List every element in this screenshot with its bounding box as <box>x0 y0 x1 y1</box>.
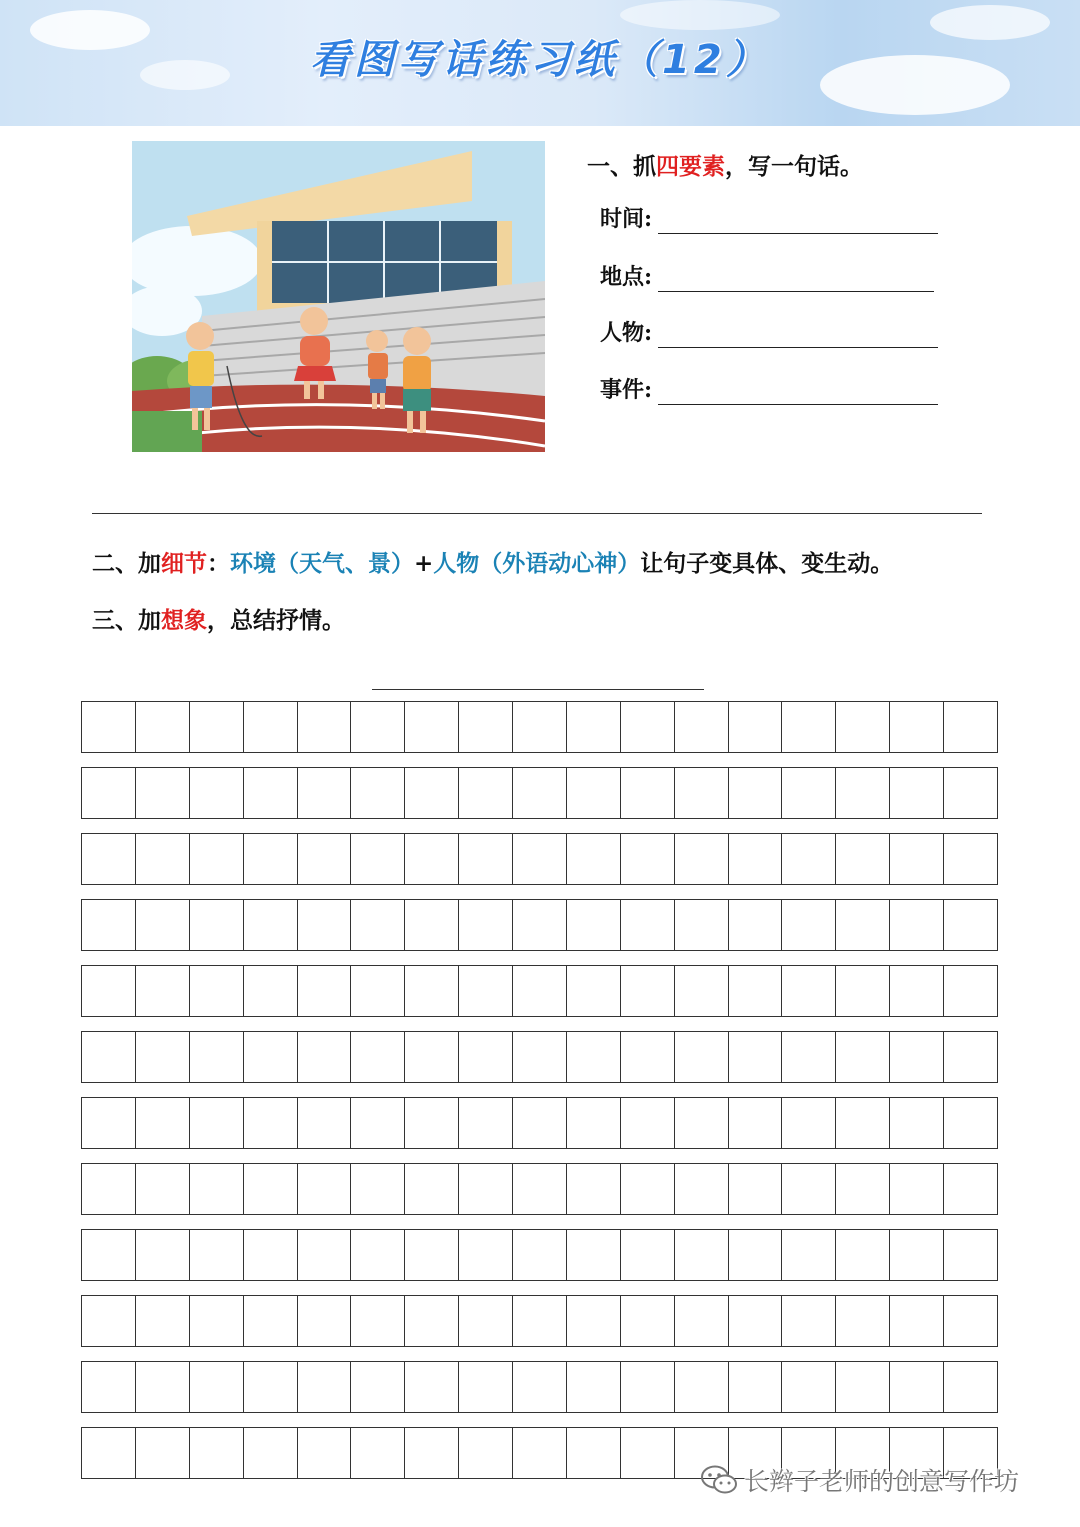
grid-cell[interactable] <box>782 1230 836 1280</box>
grid-row <box>81 833 998 885</box>
grid-cell[interactable] <box>836 1098 890 1148</box>
grid-row <box>81 1097 998 1149</box>
grid-cell[interactable] <box>567 702 621 752</box>
grid-cell[interactable] <box>82 1362 136 1412</box>
grid-cell[interactable] <box>405 1164 459 1214</box>
grid-cell[interactable] <box>351 966 405 1016</box>
grid-cell[interactable] <box>782 1296 836 1346</box>
grid-cell[interactable] <box>82 834 136 884</box>
grid-cell[interactable] <box>567 834 621 884</box>
writing-grid[interactable] <box>81 701 998 1493</box>
grid-cell[interactable] <box>459 768 513 818</box>
grid-cell[interactable] <box>836 1164 890 1214</box>
grid-cell[interactable] <box>782 966 836 1016</box>
grid-cell[interactable] <box>136 702 190 752</box>
grid-cell[interactable] <box>459 1032 513 1082</box>
grid-cell[interactable] <box>729 1296 783 1346</box>
grid-cell[interactable] <box>351 834 405 884</box>
section-three-prefix: 三、加 <box>92 607 161 634</box>
grid-cell[interactable] <box>405 1296 459 1346</box>
grid-cell[interactable] <box>621 1230 675 1280</box>
grid-cell[interactable] <box>729 834 783 884</box>
grid-cell[interactable] <box>82 1428 136 1478</box>
grid-cell[interactable] <box>82 1296 136 1346</box>
grid-row <box>81 701 998 753</box>
grid-cell[interactable] <box>351 900 405 950</box>
grid-cell[interactable] <box>836 768 890 818</box>
grid-row <box>81 1295 998 1347</box>
grid-cell[interactable] <box>675 1164 729 1214</box>
grid-cell[interactable] <box>675 1032 729 1082</box>
field-label: 事件: <box>600 377 653 403</box>
grid-cell[interactable] <box>944 1164 997 1214</box>
grid-cell[interactable] <box>190 1428 244 1478</box>
grid-cell[interactable] <box>890 1362 944 1412</box>
grid-cell[interactable] <box>513 768 567 818</box>
grid-cell[interactable] <box>459 1098 513 1148</box>
cloud-decoration <box>620 0 780 30</box>
grid-cell[interactable] <box>513 1098 567 1148</box>
grid-cell[interactable] <box>82 966 136 1016</box>
grid-cell[interactable] <box>82 900 136 950</box>
grid-cell[interactable] <box>136 966 190 1016</box>
grid-cell[interactable] <box>82 1098 136 1148</box>
grid-cell[interactable] <box>890 1032 944 1082</box>
grid-cell[interactable] <box>567 1230 621 1280</box>
answer-line[interactable] <box>658 233 938 234</box>
grid-cell[interactable] <box>513 702 567 752</box>
answer-line[interactable] <box>92 513 982 514</box>
grid-cell[interactable] <box>729 1098 783 1148</box>
grid-cell[interactable] <box>82 1032 136 1082</box>
answer-line[interactable] <box>658 347 938 348</box>
grid-cell[interactable] <box>136 900 190 950</box>
grid-cell[interactable] <box>890 900 944 950</box>
grid-cell[interactable] <box>621 1098 675 1148</box>
grid-cell[interactable] <box>513 1164 567 1214</box>
grid-cell[interactable] <box>836 1296 890 1346</box>
grid-cell[interactable] <box>298 1164 352 1214</box>
grid-cell[interactable] <box>890 768 944 818</box>
cloud-decoration <box>140 60 230 90</box>
grid-cell[interactable] <box>459 834 513 884</box>
section-three-suffix: ，总结抒情。 <box>207 607 345 634</box>
grid-cell[interactable] <box>836 1032 890 1082</box>
grid-cell[interactable] <box>244 1032 298 1082</box>
grid-cell[interactable] <box>944 1098 997 1148</box>
grid-cell[interactable] <box>244 1164 298 1214</box>
grid-cell[interactable] <box>459 966 513 1016</box>
field-label: 时间: <box>600 206 653 232</box>
grid-cell[interactable] <box>405 1230 459 1280</box>
grid-cell[interactable] <box>567 1032 621 1082</box>
grid-cell[interactable] <box>136 1362 190 1412</box>
cloud-decoration <box>930 5 1050 40</box>
grid-cell[interactable] <box>621 1032 675 1082</box>
field-label: 地点: <box>600 264 653 290</box>
grid-cell[interactable] <box>567 1098 621 1148</box>
grid-cell[interactable] <box>782 702 836 752</box>
grid-cell[interactable] <box>836 900 890 950</box>
grid-cell[interactable] <box>351 702 405 752</box>
grid-cell[interactable] <box>513 1428 567 1478</box>
answer-line[interactable] <box>658 291 934 292</box>
grid-cell[interactable] <box>729 900 783 950</box>
grid-cell[interactable] <box>136 768 190 818</box>
grid-row <box>81 1229 998 1281</box>
grid-cell[interactable] <box>459 1296 513 1346</box>
grid-cell[interactable] <box>567 900 621 950</box>
grid-cell[interactable] <box>298 1032 352 1082</box>
grid-cell[interactable] <box>298 966 352 1016</box>
grid-cell[interactable] <box>944 1362 997 1412</box>
grid-cell[interactable] <box>298 702 352 752</box>
grid-cell[interactable] <box>513 900 567 950</box>
grid-cell[interactable] <box>405 966 459 1016</box>
grid-row <box>81 1031 998 1083</box>
grid-cell[interactable] <box>298 1230 352 1280</box>
grid-cell[interactable] <box>459 1164 513 1214</box>
grid-row <box>81 899 998 951</box>
grid-cell[interactable] <box>729 1164 783 1214</box>
grid-cell[interactable] <box>351 1362 405 1412</box>
grid-cell[interactable] <box>675 702 729 752</box>
grid-cell[interactable] <box>405 834 459 884</box>
section-two-environment: 环境（天气、景） <box>230 550 414 577</box>
grid-cell[interactable] <box>351 1428 405 1478</box>
grid-cell[interactable] <box>621 900 675 950</box>
grid-cell[interactable] <box>351 1230 405 1280</box>
grid-cell[interactable] <box>729 702 783 752</box>
grid-cell[interactable] <box>890 1230 944 1280</box>
grid-cell[interactable] <box>244 702 298 752</box>
header-banner <box>0 0 1080 126</box>
grid-cell[interactable] <box>136 1296 190 1346</box>
grid-cell[interactable] <box>244 900 298 950</box>
grid-cell[interactable] <box>567 1296 621 1346</box>
grid-cell[interactable] <box>675 966 729 1016</box>
grid-cell[interactable] <box>513 1296 567 1346</box>
grid-cell[interactable] <box>190 1296 244 1346</box>
answer-line[interactable] <box>658 404 938 405</box>
grid-row <box>81 767 998 819</box>
cloud-decoration <box>820 55 1010 115</box>
cloud-decoration <box>30 10 150 50</box>
section-three-heading <box>92 602 345 635</box>
field-label: 人物: <box>600 320 653 346</box>
grid-cell[interactable] <box>244 1428 298 1478</box>
grid-cell[interactable] <box>675 1098 729 1148</box>
section-one-prefix: 一、抓 <box>587 153 656 180</box>
grid-cell[interactable] <box>567 768 621 818</box>
grid-cell[interactable] <box>459 900 513 950</box>
grid-cell[interactable] <box>621 966 675 1016</box>
grid-cell[interactable] <box>836 834 890 884</box>
section-two-person: 人物（外语动心神） <box>433 550 641 577</box>
grid-cell[interactable] <box>190 1362 244 1412</box>
grid-cell[interactable] <box>729 1230 783 1280</box>
grid-cell[interactable] <box>298 1296 352 1346</box>
grid-cell[interactable] <box>944 768 997 818</box>
grid-cell[interactable] <box>836 966 890 1016</box>
grid-cell[interactable] <box>244 1230 298 1280</box>
grid-cell[interactable] <box>782 834 836 884</box>
grid-cell[interactable] <box>405 702 459 752</box>
grid-cell[interactable] <box>459 1428 513 1478</box>
grid-cell[interactable] <box>782 1362 836 1412</box>
grid-cell[interactable] <box>351 1296 405 1346</box>
grid-cell[interactable] <box>782 768 836 818</box>
grid-cell[interactable] <box>621 1296 675 1346</box>
grid-cell[interactable] <box>890 834 944 884</box>
grid-cell[interactable] <box>836 1230 890 1280</box>
grid-cell[interactable] <box>621 1164 675 1214</box>
grid-cell[interactable] <box>136 1098 190 1148</box>
grid-cell[interactable] <box>405 900 459 950</box>
grid-cell[interactable] <box>190 900 244 950</box>
grid-cell[interactable] <box>729 966 783 1016</box>
grid-cell[interactable] <box>729 1362 783 1412</box>
grid-cell[interactable] <box>190 1032 244 1082</box>
grid-cell[interactable] <box>351 768 405 818</box>
grid-cell[interactable] <box>513 966 567 1016</box>
grid-cell[interactable] <box>513 1362 567 1412</box>
grid-cell[interactable] <box>190 834 244 884</box>
grid-row <box>81 1361 998 1413</box>
grid-cell[interactable] <box>836 1362 890 1412</box>
section-two-colon: ： <box>207 550 230 577</box>
grid-cell[interactable] <box>513 1230 567 1280</box>
composition-title-line[interactable] <box>372 689 704 690</box>
grid-cell[interactable] <box>405 1362 459 1412</box>
section-one-highlight: 四要素 <box>656 153 725 180</box>
grid-cell[interactable] <box>675 834 729 884</box>
grid-cell[interactable] <box>675 900 729 950</box>
section-one-heading <box>587 148 863 181</box>
grid-cell[interactable] <box>782 900 836 950</box>
section-two-plus: + <box>414 550 434 577</box>
grid-cell[interactable] <box>244 1362 298 1412</box>
grid-cell[interactable] <box>513 1032 567 1082</box>
grid-cell[interactable] <box>351 1098 405 1148</box>
grid-cell[interactable] <box>621 834 675 884</box>
section-three-highlight: 想象 <box>161 607 207 634</box>
grid-row <box>81 1163 998 1215</box>
grid-cell[interactable] <box>890 966 944 1016</box>
grid-cell[interactable] <box>244 1296 298 1346</box>
grid-cell[interactable] <box>567 966 621 1016</box>
section-two-heading <box>92 545 893 578</box>
section-one-suffix: ，写一句话。 <box>725 153 863 180</box>
grid-cell[interactable] <box>675 1296 729 1346</box>
grid-cell[interactable] <box>944 1032 997 1082</box>
grid-cell[interactable] <box>675 768 729 818</box>
grid-cell[interactable] <box>567 1428 621 1478</box>
grid-cell[interactable] <box>136 1164 190 1214</box>
grid-cell[interactable] <box>944 900 997 950</box>
page-title: 看图写话练习纸（12） <box>310 37 770 83</box>
grid-cell[interactable] <box>675 1230 729 1280</box>
grid-cell[interactable] <box>405 1098 459 1148</box>
grid-cell[interactable] <box>244 966 298 1016</box>
grid-cell[interactable] <box>621 768 675 818</box>
grid-cell[interactable] <box>729 1032 783 1082</box>
grid-cell[interactable] <box>298 834 352 884</box>
grid-cell[interactable] <box>405 1428 459 1478</box>
grid-cell[interactable] <box>82 1230 136 1280</box>
grid-cell[interactable] <box>190 702 244 752</box>
grid-cell[interactable] <box>298 900 352 950</box>
grid-cell[interactable] <box>351 1164 405 1214</box>
grid-cell[interactable] <box>82 702 136 752</box>
grid-cell[interactable] <box>190 1098 244 1148</box>
grid-cell[interactable] <box>136 1230 190 1280</box>
grid-cell[interactable] <box>513 834 567 884</box>
grid-cell[interactable] <box>136 1032 190 1082</box>
scene-illustration <box>132 141 545 452</box>
grid-cell[interactable] <box>244 1098 298 1148</box>
grid-cell[interactable] <box>890 1296 944 1346</box>
grid-cell[interactable] <box>621 1428 675 1478</box>
grid-cell[interactable] <box>190 966 244 1016</box>
grid-cell[interactable] <box>244 768 298 818</box>
grid-cell[interactable] <box>351 1032 405 1082</box>
grid-cell[interactable] <box>944 1296 997 1346</box>
grid-cell[interactable] <box>190 1164 244 1214</box>
grid-cell[interactable] <box>782 1032 836 1082</box>
grid-cell[interactable] <box>459 1230 513 1280</box>
grid-cell[interactable] <box>405 1032 459 1082</box>
section-two-highlight: 细节 <box>161 550 207 577</box>
grid-cell[interactable] <box>782 1098 836 1148</box>
grid-cell[interactable] <box>729 768 783 818</box>
wechat-icon <box>700 1464 738 1496</box>
grid-cell[interactable] <box>82 768 136 818</box>
grid-cell[interactable] <box>136 1428 190 1478</box>
grid-cell[interactable] <box>298 1098 352 1148</box>
grid-cell[interactable] <box>459 702 513 752</box>
grid-cell[interactable] <box>567 1362 621 1412</box>
grid-cell[interactable] <box>944 702 997 752</box>
grid-cell[interactable] <box>567 1164 621 1214</box>
grid-row <box>81 965 998 1017</box>
grid-cell[interactable] <box>244 834 298 884</box>
grid-cell[interactable] <box>82 1164 136 1214</box>
grid-cell[interactable] <box>675 1362 729 1412</box>
grid-cell[interactable] <box>890 702 944 752</box>
grid-cell[interactable] <box>944 1230 997 1280</box>
grid-cell[interactable] <box>890 1098 944 1148</box>
grid-cell[interactable] <box>944 966 997 1016</box>
grid-cell[interactable] <box>621 1362 675 1412</box>
grid-cell[interactable] <box>136 834 190 884</box>
grid-cell[interactable] <box>782 1164 836 1214</box>
section-two-prefix: 二、加 <box>92 550 161 577</box>
grid-cell[interactable] <box>459 1362 513 1412</box>
grid-cell[interactable] <box>298 768 352 818</box>
watermark <box>700 1460 1019 1500</box>
grid-cell[interactable] <box>190 1230 244 1280</box>
grid-cell[interactable] <box>836 702 890 752</box>
grid-cell[interactable] <box>298 1428 352 1478</box>
section-two-suffix: 让句子变具体、变生动。 <box>640 550 894 577</box>
watermark-text: 长辫子老师的创意写作坊 <box>744 1467 1020 1496</box>
grid-cell[interactable] <box>190 768 244 818</box>
grid-cell[interactable] <box>405 768 459 818</box>
grid-cell[interactable] <box>890 1164 944 1214</box>
grid-cell[interactable] <box>298 1362 352 1412</box>
grid-cell[interactable] <box>944 834 997 884</box>
grid-cell[interactable] <box>621 702 675 752</box>
